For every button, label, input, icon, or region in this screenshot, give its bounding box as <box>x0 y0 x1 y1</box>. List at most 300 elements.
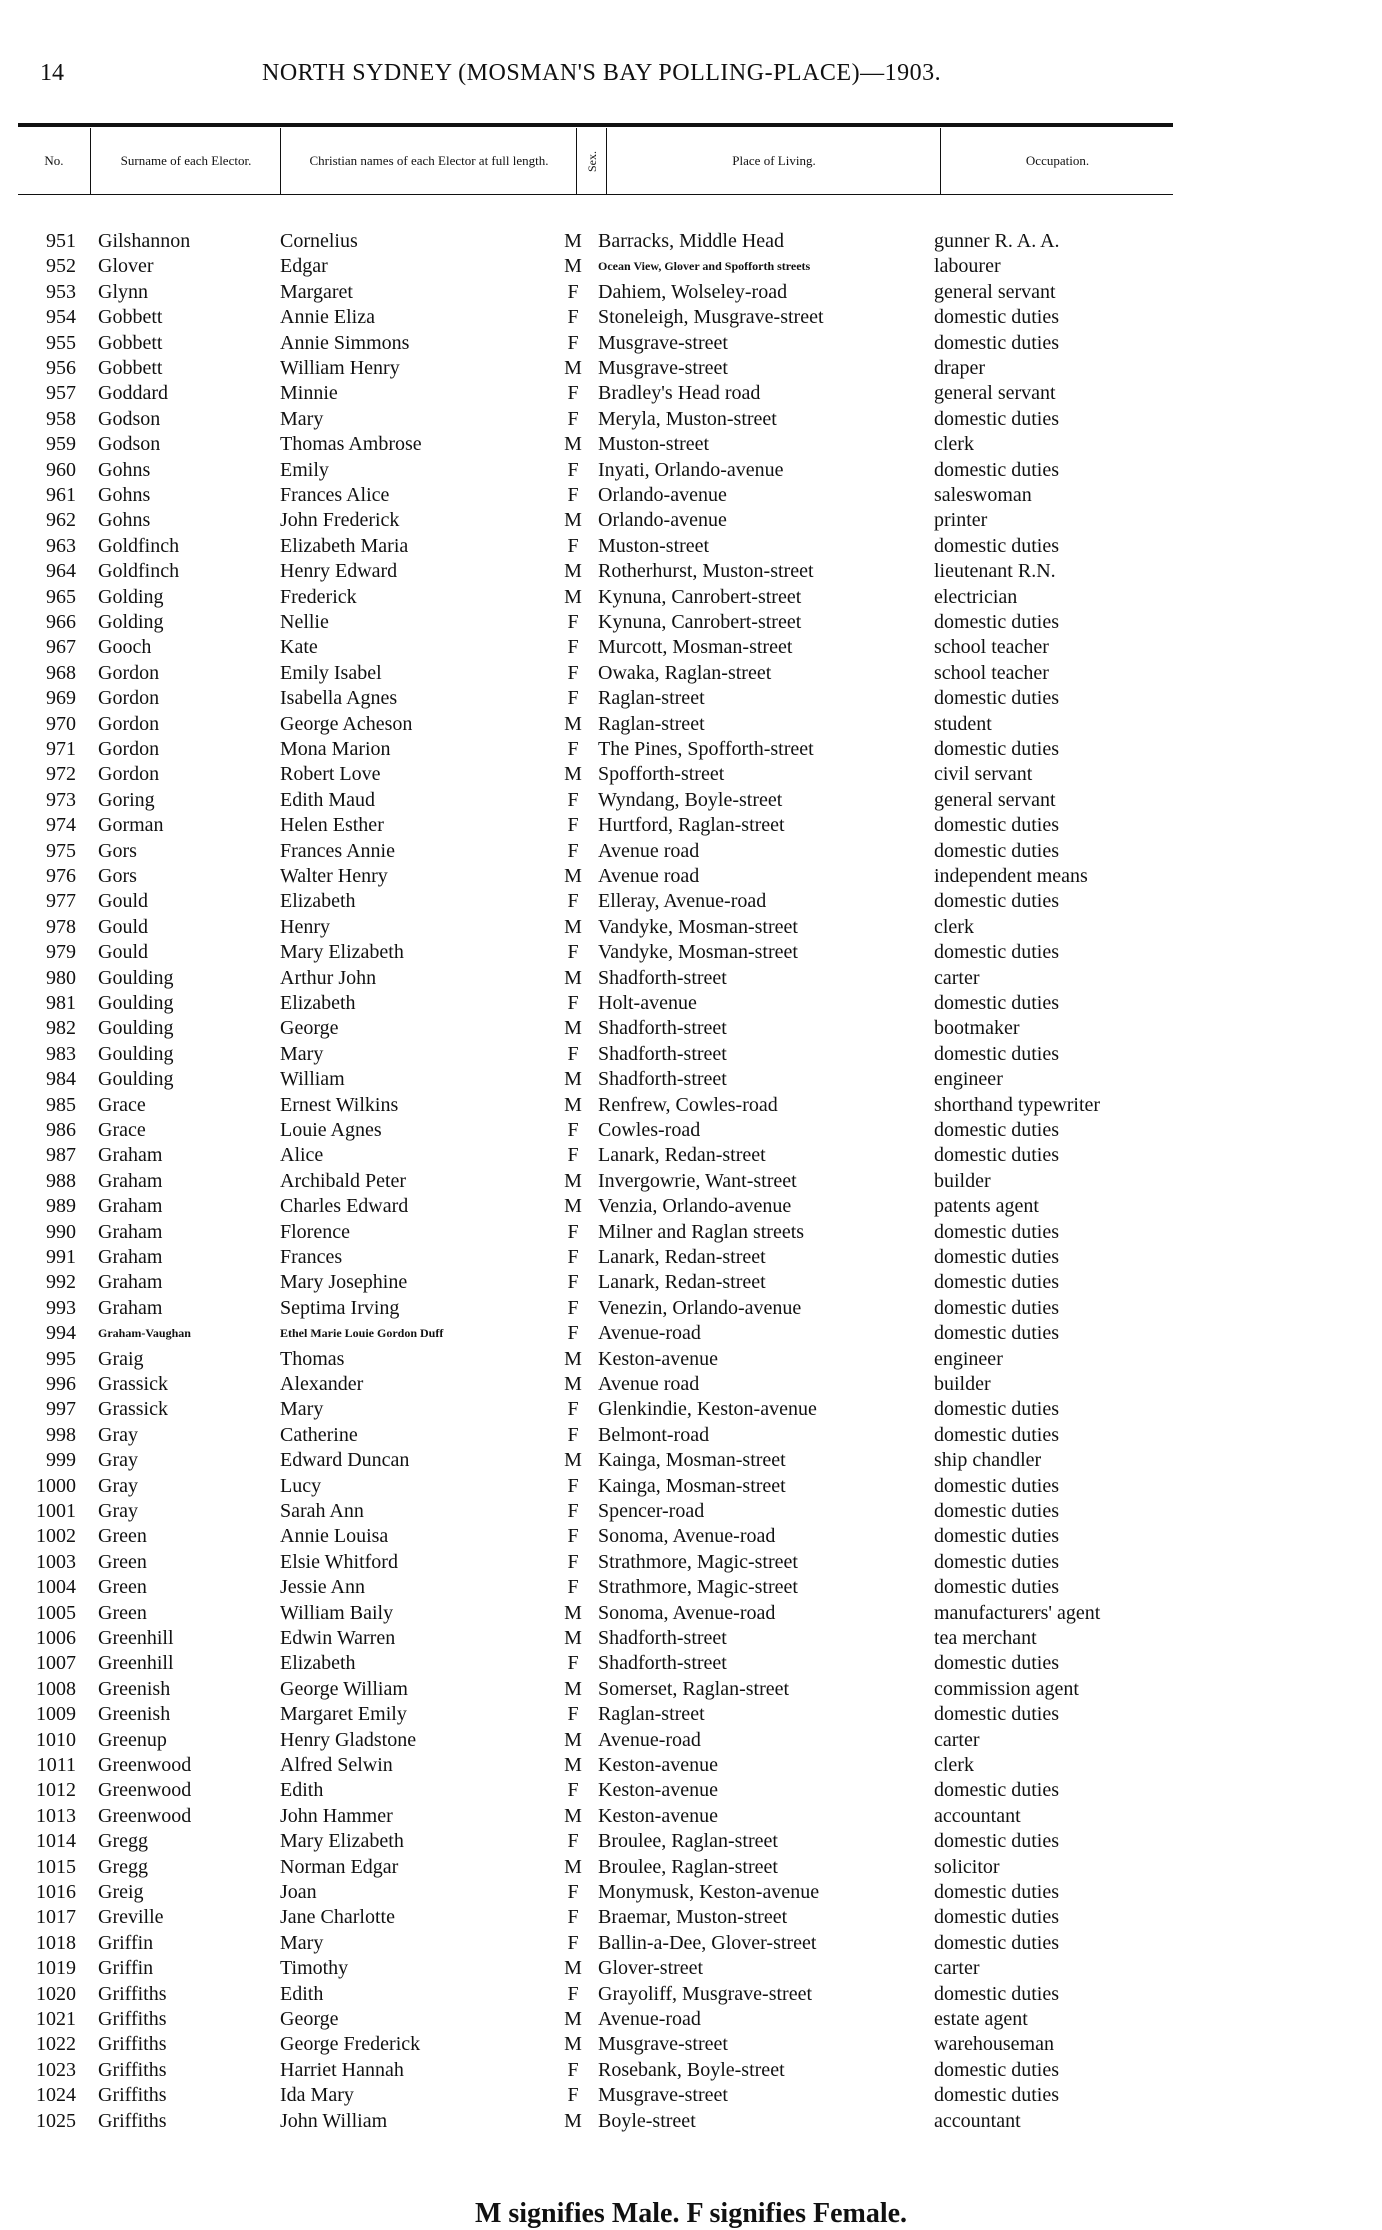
place-of-living: Kainga, Mosman-street <box>598 1474 786 1497</box>
christian-names: Archibald Peter <box>280 1169 407 1192</box>
table-row <box>0 1855 1382 1880</box>
occupation: engineer <box>934 1347 1003 1370</box>
surname: Graham <box>98 1220 163 1243</box>
christian-names: Mary <box>280 407 324 430</box>
table-row <box>0 1651 1382 1676</box>
table-row <box>0 1347 1382 1372</box>
occupation: domestic duties <box>934 1931 1059 1954</box>
place-of-living: Spencer-road <box>598 1500 705 1522</box>
place-of-living: Raglan-street <box>598 687 705 710</box>
surname: Gordon <box>98 763 160 786</box>
sex: F <box>567 331 579 354</box>
occupation: domestic duties <box>934 611 1059 633</box>
occupation: accountant <box>934 1804 1021 1827</box>
elector-number: 981 <box>46 992 76 1014</box>
elector-number: 964 <box>46 560 76 583</box>
occupation: domestic duties <box>934 331 1059 354</box>
elector-number: 952 <box>46 255 76 278</box>
sex: F <box>567 687 579 710</box>
surname: Graham-Vaughan <box>98 1326 191 1341</box>
place-of-living: Broulee, Raglan-street <box>598 1855 778 1878</box>
sex: F <box>567 1398 579 1421</box>
place-of-living: Invergowrie, Want-street <box>598 1169 797 1192</box>
elector-number: 957 <box>46 382 76 405</box>
christian-names: Mary <box>280 1042 324 1065</box>
table-row <box>0 1575 1382 1600</box>
sex: F <box>567 1906 579 1929</box>
occupation: printer <box>934 509 988 532</box>
christian-names: Ernest Wilkins <box>280 1093 399 1116</box>
surname: Godson <box>98 433 161 456</box>
elector-number: 971 <box>46 738 76 760</box>
elector-number: 980 <box>46 966 76 989</box>
place-of-living: Venzia, Orlando-avenue <box>598 1195 792 1218</box>
elector-number: 1014 <box>36 1830 76 1853</box>
sex: M <box>564 1855 582 1878</box>
surname: Gray <box>98 1449 138 1472</box>
elector-number: 951 <box>46 230 76 252</box>
column-header <box>18 128 1173 195</box>
occupation: domestic duties <box>934 1322 1059 1345</box>
sex: F <box>567 1322 579 1345</box>
christian-names: John William <box>280 2109 388 2132</box>
table-row <box>0 1728 1382 1753</box>
occupation: domestic duties <box>934 1500 1059 1522</box>
sex: F <box>567 1830 579 1853</box>
christian-names: Annie Simmons <box>280 331 410 354</box>
surname: Gilshannon <box>98 230 191 252</box>
elector-number: 1023 <box>36 2058 76 2081</box>
table-row <box>0 559 1382 584</box>
surname: Grassick <box>98 1373 168 1395</box>
elector-number: 956 <box>46 357 76 379</box>
place-of-living: Keston-avenue <box>598 1347 718 1370</box>
occupation: school teacher <box>934 661 1049 684</box>
sex: M <box>564 433 582 456</box>
table-row <box>0 1931 1382 1956</box>
elector-number: 965 <box>46 585 76 608</box>
christian-names: William Baily <box>280 1601 394 1624</box>
table-row <box>0 712 1382 737</box>
occupation: engineer <box>934 1068 1003 1091</box>
sex: M <box>564 966 582 989</box>
elector-number: 986 <box>46 1119 76 1141</box>
sex: F <box>567 2058 579 2081</box>
table-row <box>0 813 1382 838</box>
table-row <box>0 458 1382 483</box>
elector-number: 970 <box>46 712 76 735</box>
occupation: domestic duties <box>934 1423 1059 1446</box>
table-row <box>0 1016 1382 1041</box>
sex: F <box>567 890 579 913</box>
elector-number: 987 <box>46 1144 76 1167</box>
occupation: domestic duties <box>934 1220 1059 1243</box>
surname: Glover <box>98 255 154 278</box>
sex: M <box>564 1449 582 1472</box>
place-of-living: Glenkindie, Keston-avenue <box>598 1398 817 1421</box>
occupation: domestic duties <box>934 890 1059 913</box>
col-place-header: Place of Living. <box>606 128 941 194</box>
sex: M <box>564 1017 582 1040</box>
elector-number: 975 <box>46 839 76 862</box>
christian-names: Isabella Agnes <box>280 687 398 710</box>
elector-number: 999 <box>46 1449 76 1472</box>
christian-names: Frances Alice <box>280 484 390 506</box>
christian-names: Louie Agnes <box>280 1119 382 1141</box>
place-of-living: Kynuna, Canrobert-street <box>598 585 802 608</box>
sex: F <box>567 280 579 303</box>
christian-names: Elsie Whitford <box>280 1550 398 1573</box>
sex: F <box>567 941 579 964</box>
elector-number: 997 <box>46 1398 76 1421</box>
table-row <box>0 229 1382 254</box>
table-row <box>0 1702 1382 1727</box>
surname: Golding <box>98 585 164 608</box>
surname: Gordon <box>98 661 160 684</box>
occupation: clerk <box>934 1754 974 1776</box>
table-row <box>0 1829 1382 1854</box>
occupation: carter <box>934 1728 980 1751</box>
christian-names: Margaret <box>280 280 353 303</box>
surname: Graham <box>98 1271 163 1294</box>
table-row <box>0 1804 1382 1829</box>
elector-number: 1025 <box>36 2109 76 2132</box>
place-of-living: Strathmore, Magic-street <box>598 1550 798 1573</box>
elector-number: 973 <box>46 788 76 811</box>
sex: M <box>564 509 582 532</box>
christian-names: George <box>280 2008 339 2030</box>
occupation: domestic duties <box>934 1830 1059 1853</box>
surname: Goddard <box>98 382 168 405</box>
christian-names: Elizabeth Maria <box>280 534 409 557</box>
table-row <box>0 2032 1382 2057</box>
sex: M <box>564 763 582 786</box>
surname: Graham <box>98 1169 163 1192</box>
christian-names: Timothy <box>280 1957 349 1980</box>
table-row <box>0 254 1382 279</box>
sex: F <box>567 661 579 684</box>
place-of-living: Hurtford, Raglan-street <box>598 814 785 837</box>
table-row <box>0 2109 1382 2134</box>
occupation: clerk <box>934 915 974 938</box>
sex: F <box>567 611 579 633</box>
christian-names: Emily Isabel <box>280 661 382 684</box>
surname: Gobbett <box>98 331 163 354</box>
place-of-living: Glover-street <box>598 1957 704 1980</box>
place-of-living: Braemar, Muston-street <box>598 1906 788 1929</box>
sex: F <box>567 1652 579 1675</box>
table-row <box>0 686 1382 711</box>
christian-names: Elizabeth <box>280 992 356 1014</box>
christian-names: Septima Irving <box>280 1296 400 1319</box>
surname: Graham <box>98 1144 163 1167</box>
elector-number: 1006 <box>36 1627 76 1649</box>
surname: Green <box>98 1525 147 1548</box>
christian-names: Sarah Ann <box>280 1500 364 1522</box>
occupation: clerk <box>934 433 974 456</box>
sex: F <box>567 1779 579 1802</box>
table-row <box>0 1601 1382 1626</box>
table-row <box>0 1448 1382 1473</box>
occupation: electrician <box>934 585 1018 608</box>
place-of-living: Somerset, Raglan-street <box>598 1677 790 1700</box>
table-row <box>0 915 1382 940</box>
sex: F <box>567 636 579 659</box>
christian-names: Jessie Ann <box>280 1576 365 1599</box>
sex: F <box>567 458 579 481</box>
place-of-living: Lanark, Redan-street <box>598 1144 766 1167</box>
elector-number: 988 <box>46 1169 76 1192</box>
elector-number: 972 <box>46 763 76 786</box>
occupation: domestic duties <box>934 1119 1059 1141</box>
place-of-living: Holt-avenue <box>598 992 697 1014</box>
occupation: independent means <box>934 865 1088 887</box>
surname: Grace <box>98 1119 146 1141</box>
place-of-living: Raglan-street <box>598 712 705 735</box>
elector-number: 954 <box>46 306 76 329</box>
christian-names: Cornelius <box>280 230 358 252</box>
christian-names: Walter Henry <box>280 865 388 887</box>
elector-number: 1019 <box>36 1957 76 1980</box>
occupation: general servant <box>934 382 1056 405</box>
elector-number: 960 <box>46 458 76 481</box>
occupation: builder <box>934 1169 991 1192</box>
surname: Graig <box>98 1347 144 1370</box>
place-of-living: Avenue-road <box>598 2008 701 2030</box>
surname: Gohns <box>98 484 151 506</box>
christian-names: Thomas <box>280 1347 345 1370</box>
surname: Griffin <box>98 1931 154 1954</box>
place-of-living: Kynuna, Canrobert-street <box>598 611 802 633</box>
table-row <box>0 1067 1382 1092</box>
elector-number: 974 <box>46 814 76 837</box>
place-of-living: Ocean View, Glover and Spofforth streets <box>598 259 811 274</box>
occupation: carter <box>934 966 980 989</box>
place-of-living: Orlando-avenue <box>598 509 727 532</box>
sex: F <box>567 1246 579 1268</box>
elector-number: 1000 <box>36 1474 76 1497</box>
sex: F <box>567 1525 579 1548</box>
occupation: commission agent <box>934 1677 1079 1700</box>
sex: M <box>564 2109 582 2132</box>
elector-number: 1022 <box>36 2033 76 2056</box>
table-row <box>0 1220 1382 1245</box>
christian-names: Kate <box>280 636 318 659</box>
christian-names: William <box>280 1068 345 1091</box>
place-of-living: Monymusk, Keston-avenue <box>598 1881 820 1903</box>
table-row <box>0 1194 1382 1219</box>
occupation: domestic duties <box>934 1296 1059 1319</box>
occupation: domestic duties <box>934 1982 1059 2005</box>
table-row <box>0 1372 1382 1397</box>
place-of-living: Sonoma, Avenue-road <box>598 1525 776 1548</box>
sex: M <box>564 1804 582 1827</box>
sex: M <box>564 1601 582 1624</box>
table-row <box>0 305 1382 330</box>
occupation: domestic duties <box>934 839 1059 862</box>
place-of-living: Strathmore, Magic-street <box>598 1576 798 1599</box>
elector-number: 1007 <box>36 1652 76 1675</box>
surname: Green <box>98 1576 147 1599</box>
sex: M <box>564 2008 582 2030</box>
surname: Gray <box>98 1474 138 1497</box>
surname: Greenwood <box>98 1779 192 1802</box>
elector-number: 969 <box>46 687 76 710</box>
sex: M <box>564 865 582 887</box>
sex: F <box>567 788 579 811</box>
christian-names: Alexander <box>280 1373 364 1395</box>
surname: Gordon <box>98 738 160 760</box>
surname: Golding <box>98 611 164 633</box>
occupation: lieutenant R.N. <box>934 560 1056 583</box>
occupation: domestic duties <box>934 1550 1059 1573</box>
elector-number: 955 <box>46 331 76 354</box>
place-of-living: Kainga, Mosman-street <box>598 1449 786 1472</box>
surname: Griffiths <box>98 2008 167 2030</box>
place-of-living: Shadforth-street <box>598 1017 727 1040</box>
elector-number: 992 <box>46 1271 76 1294</box>
surname: Goulding <box>98 1017 174 1040</box>
elector-number: 1015 <box>36 1855 76 1878</box>
surname: Griffin <box>98 1957 154 1980</box>
surname: Gregg <box>98 1830 148 1853</box>
occupation: student <box>934 712 992 735</box>
surname: Greenwood <box>98 1754 192 1776</box>
place-of-living: Spofforth-street <box>598 763 725 786</box>
sex: F <box>567 1881 579 1903</box>
place-of-living: Barracks, Middle Head <box>598 230 785 252</box>
christian-names: Edith Maud <box>280 788 375 811</box>
elector-number: 993 <box>46 1296 76 1319</box>
elector-number: 1016 <box>36 1881 76 1903</box>
christian-names: Elizabeth <box>280 1652 356 1675</box>
table-row <box>0 1880 1382 1905</box>
surname: Greenhill <box>98 1627 174 1649</box>
table-row <box>0 1626 1382 1651</box>
col-no-header: No. <box>44 153 64 168</box>
table-row <box>0 1093 1382 1118</box>
surname: Grace <box>98 1093 146 1116</box>
surname: Greenhill <box>98 1652 174 1675</box>
occupation: patents agent <box>934 1195 1039 1218</box>
surname: Gobbett <box>98 306 163 329</box>
sex: F <box>567 1550 579 1573</box>
surname: Gordon <box>98 687 160 710</box>
table-row <box>0 2083 1382 2108</box>
christian-names: Edith <box>280 1982 324 2005</box>
place-of-living: Vandyke, Mosman-street <box>598 915 798 938</box>
occupation: school teacher <box>934 636 1049 659</box>
place-of-living: The Pines, Spofforth-street <box>598 738 814 760</box>
occupation: estate agent <box>934 2008 1028 2030</box>
sex: F <box>567 1500 579 1522</box>
christian-names: Elizabeth <box>280 890 356 913</box>
footer-legend: M signifies Male. F signifies Female. <box>474 2198 908 2229</box>
table-row <box>0 331 1382 356</box>
occupation: domestic duties <box>934 407 1059 430</box>
surname: Green <box>98 1550 147 1573</box>
christian-names: Arthur John <box>280 966 377 989</box>
table-row <box>0 1143 1382 1168</box>
christian-names: Frederick <box>280 585 357 608</box>
occupation: domestic duties <box>934 1703 1059 1726</box>
sex: M <box>564 1373 582 1395</box>
christian-names: Edgar <box>280 255 328 278</box>
christian-names: Emily <box>280 458 329 481</box>
place-of-living: Lanark, Redan-street <box>598 1246 766 1268</box>
christian-names: George William <box>280 1677 408 1700</box>
sex: M <box>564 1169 582 1192</box>
place-of-living: Lanark, Redan-street <box>598 1271 766 1294</box>
surname: Griffiths <box>98 2109 167 2132</box>
surname: Goulding <box>98 1068 174 1091</box>
occupation: domestic duties <box>934 1474 1059 1497</box>
place-of-living: Inyati, Orlando-avenue <box>598 458 784 481</box>
elector-number: 968 <box>46 661 76 684</box>
sex: M <box>564 585 582 608</box>
table-row <box>0 280 1382 305</box>
elector-number: 998 <box>46 1423 76 1446</box>
christian-names: Jane Charlotte <box>280 1906 395 1929</box>
surname: Greenwood <box>98 1804 192 1827</box>
place-of-living: Ballin-a-Dee, Glover-street <box>598 1931 817 1954</box>
surname: Goldfinch <box>98 534 180 557</box>
occupation: domestic duties <box>934 738 1059 760</box>
place-of-living: Sonoma, Avenue-road <box>598 1601 776 1624</box>
christian-names: John Hammer <box>280 1804 393 1827</box>
christian-names: Thomas Ambrose <box>280 433 422 456</box>
christian-names: Florence <box>280 1220 350 1243</box>
christian-names: Nellie <box>280 611 329 633</box>
occupation: warehouseman <box>934 2033 1054 2056</box>
surname: Gooch <box>98 636 152 659</box>
elector-number: 1018 <box>36 1931 76 1954</box>
surname: Gors <box>98 839 137 862</box>
sex: F <box>567 1220 579 1243</box>
surname: Graham <box>98 1195 163 1218</box>
table-row <box>0 661 1382 686</box>
sex: M <box>564 1627 582 1649</box>
occupation: domestic duties <box>934 2084 1059 2107</box>
christian-names: Charles Edward <box>280 1195 409 1218</box>
surname: Goulding <box>98 966 174 989</box>
occupation: carter <box>934 1957 980 1980</box>
elector-number: 1020 <box>36 1982 76 2005</box>
elector-number: 963 <box>46 534 76 557</box>
sex: F <box>567 1119 579 1141</box>
sex: F <box>567 382 579 405</box>
place-of-living: Wyndang, Boyle-street <box>598 788 783 811</box>
occupation: domestic duties <box>934 814 1059 837</box>
surname: Greenish <box>98 1677 171 1700</box>
occupation: draper <box>934 357 986 379</box>
table-row <box>0 940 1382 965</box>
place-of-living: Milner and Raglan streets <box>598 1220 805 1243</box>
place-of-living: Avenue-road <box>598 1322 701 1345</box>
table-row <box>0 381 1382 406</box>
sex: F <box>567 407 579 430</box>
place-of-living: Muston-street <box>598 433 710 456</box>
surname: Griffiths <box>98 1982 167 2005</box>
occupation: domestic duties <box>934 306 1059 329</box>
occupation: domestic duties <box>934 458 1059 481</box>
table-row <box>0 1169 1382 1194</box>
table-row <box>0 991 1382 1016</box>
christian-names: Mary Elizabeth <box>280 1830 404 1853</box>
sex: F <box>567 1474 579 1497</box>
place-of-living: Avenue road <box>598 1373 700 1395</box>
sex: M <box>564 1677 582 1700</box>
